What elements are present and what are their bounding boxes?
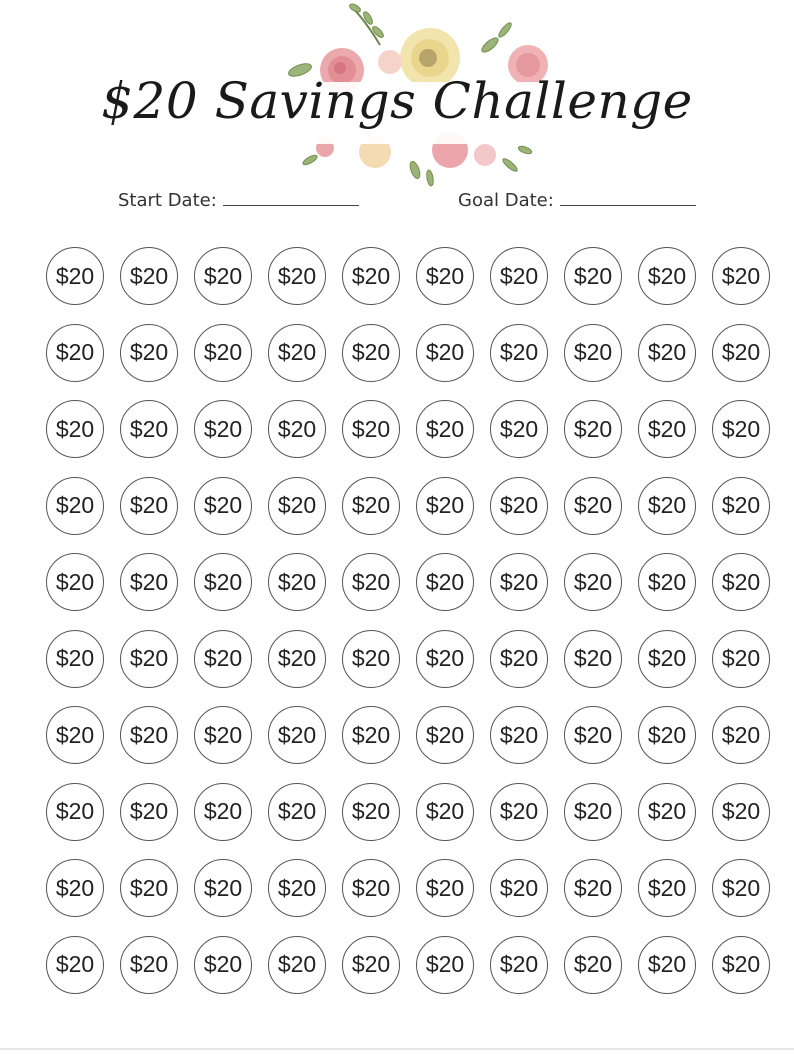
savings-circle[interactable]: $20 <box>712 553 770 611</box>
savings-circle[interactable]: $20 <box>416 783 474 841</box>
savings-circle[interactable]: $20 <box>268 553 326 611</box>
savings-circle[interactable]: $20 <box>46 936 104 994</box>
start-date-field[interactable] <box>118 190 359 211</box>
savings-circle[interactable]: $20 <box>416 400 474 458</box>
savings-circle[interactable]: $20 <box>564 630 622 688</box>
goal-date-field[interactable] <box>458 190 696 211</box>
savings-circle[interactable]: $20 <box>194 859 252 917</box>
savings-circle[interactable]: $20 <box>490 400 548 458</box>
savings-circle[interactable]: $20 <box>638 247 696 305</box>
savings-circle[interactable]: $20 <box>268 400 326 458</box>
savings-circle[interactable]: $20 <box>46 477 104 535</box>
savings-circle[interactable]: $20 <box>120 553 178 611</box>
savings-circle[interactable]: $20 <box>564 783 622 841</box>
savings-circle[interactable]: $20 <box>638 400 696 458</box>
savings-circle[interactable]: $20 <box>194 324 252 382</box>
rose-blush-small <box>378 50 402 74</box>
savings-circle[interactable]: $20 <box>194 553 252 611</box>
savings-circle[interactable]: $20 <box>416 324 474 382</box>
savings-circle[interactable]: $20 <box>194 247 252 305</box>
savings-circle[interactable]: $20 <box>490 630 548 688</box>
savings-circle[interactable]: $20 <box>416 247 474 305</box>
savings-circle[interactable]: $20 <box>490 247 548 305</box>
savings-circle[interactable]: $20 <box>46 247 104 305</box>
savings-circle[interactable]: $20 <box>712 247 770 305</box>
savings-circle[interactable]: $20 <box>120 783 178 841</box>
savings-circle[interactable]: $20 <box>416 630 474 688</box>
savings-circle[interactable]: $20 <box>46 553 104 611</box>
savings-circle[interactable]: $20 <box>712 859 770 917</box>
savings-circle[interactable]: $20 <box>194 400 252 458</box>
savings-circle[interactable]: $20 <box>194 477 252 535</box>
savings-circle[interactable]: $20 <box>638 630 696 688</box>
savings-circle[interactable]: $20 <box>194 630 252 688</box>
savings-circle[interactable]: $20 <box>120 936 178 994</box>
savings-circle[interactable]: $20 <box>416 553 474 611</box>
savings-circle[interactable]: $20 <box>46 630 104 688</box>
start-date-line[interactable] <box>223 191 359 206</box>
savings-circle[interactable]: $20 <box>268 324 326 382</box>
savings-circle[interactable]: $20 <box>712 324 770 382</box>
savings-circle[interactable]: $20 <box>46 706 104 764</box>
savings-circle[interactable]: $20 <box>712 400 770 458</box>
start-date-label: Start Date: <box>118 190 217 211</box>
savings-circle[interactable]: $20 <box>268 859 326 917</box>
savings-circle[interactable]: $20 <box>490 936 548 994</box>
savings-circle[interactable]: $20 <box>342 400 400 458</box>
savings-circle[interactable]: $20 <box>490 706 548 764</box>
savings-circle[interactable]: $20 <box>638 553 696 611</box>
savings-circle[interactable]: $20 <box>564 936 622 994</box>
savings-circle[interactable]: $20 <box>564 247 622 305</box>
savings-circle[interactable]: $20 <box>342 630 400 688</box>
savings-circle[interactable]: $20 <box>638 783 696 841</box>
savings-circle[interactable]: $20 <box>120 630 178 688</box>
savings-circle[interactable]: $20 <box>268 783 326 841</box>
savings-circle[interactable]: $20 <box>120 477 178 535</box>
savings-circle[interactable]: $20 <box>120 400 178 458</box>
page-title: $20 Savings Challenge <box>101 72 693 130</box>
goal-date-label: Goal Date: <box>458 190 554 211</box>
savings-circle[interactable]: $20 <box>564 400 622 458</box>
savings-circle[interactable]: $20 <box>268 936 326 994</box>
savings-circle[interactable]: $20 <box>46 324 104 382</box>
savings-circle[interactable]: $20 <box>268 630 326 688</box>
savings-circle[interactable]: $20 <box>416 936 474 994</box>
savings-circle[interactable]: $20 <box>490 783 548 841</box>
savings-circle[interactable]: $20 <box>712 936 770 994</box>
savings-circle[interactable]: $20 <box>638 324 696 382</box>
savings-circle[interactable]: $20 <box>712 706 770 764</box>
savings-tracker-grid <box>46 247 776 999</box>
savings-circle[interactable]: $20 <box>564 553 622 611</box>
savings-circle[interactable]: $20 <box>46 400 104 458</box>
savings-circle[interactable]: $20 <box>416 859 474 917</box>
savings-circle[interactable]: $20 <box>342 936 400 994</box>
savings-circle[interactable]: $20 <box>120 324 178 382</box>
savings-circle[interactable]: $20 <box>120 859 178 917</box>
savings-circle[interactable]: $20 <box>342 706 400 764</box>
savings-circle[interactable]: $20 <box>416 477 474 535</box>
savings-circle[interactable]: $20 <box>490 859 548 917</box>
savings-circle[interactable]: $20 <box>490 477 548 535</box>
savings-circle[interactable]: $20 <box>268 247 326 305</box>
savings-circle[interactable]: $20 <box>490 324 548 382</box>
savings-circle[interactable]: $20 <box>194 936 252 994</box>
savings-circle[interactable]: $20 <box>416 706 474 764</box>
savings-circle[interactable]: $20 <box>712 630 770 688</box>
savings-circle[interactable]: $20 <box>194 783 252 841</box>
savings-circle[interactable]: $20 <box>564 859 622 917</box>
savings-circle[interactable]: $20 <box>268 706 326 764</box>
savings-circle[interactable]: $20 <box>268 477 326 535</box>
savings-circle[interactable]: $20 <box>638 706 696 764</box>
savings-circle[interactable]: $20 <box>638 859 696 917</box>
savings-circle[interactable]: $20 <box>490 553 548 611</box>
savings-circle[interactable]: $20 <box>46 859 104 917</box>
bottom-divider <box>0 1048 794 1050</box>
savings-circle[interactable]: $20 <box>564 706 622 764</box>
savings-circle[interactable]: $20 <box>638 477 696 535</box>
goal-date-line[interactable] <box>560 191 696 206</box>
savings-circle[interactable]: $20 <box>564 324 622 382</box>
savings-circle[interactable]: $20 <box>342 859 400 917</box>
savings-circle[interactable]: $20 <box>46 783 104 841</box>
savings-circle[interactable]: $20 <box>712 477 770 535</box>
savings-circle[interactable]: $20 <box>712 783 770 841</box>
savings-circle[interactable]: $20 <box>120 247 178 305</box>
savings-circle[interactable]: $20 <box>342 553 400 611</box>
savings-circle[interactable]: $20 <box>564 477 622 535</box>
savings-circle[interactable]: $20 <box>120 706 178 764</box>
savings-circle[interactable]: $20 <box>194 706 252 764</box>
savings-circle[interactable]: $20 <box>342 783 400 841</box>
savings-circle[interactable]: $20 <box>342 324 400 382</box>
savings-circle[interactable]: $20 <box>342 247 400 305</box>
savings-circle[interactable]: $20 <box>342 477 400 535</box>
savings-circle[interactable]: $20 <box>638 936 696 994</box>
